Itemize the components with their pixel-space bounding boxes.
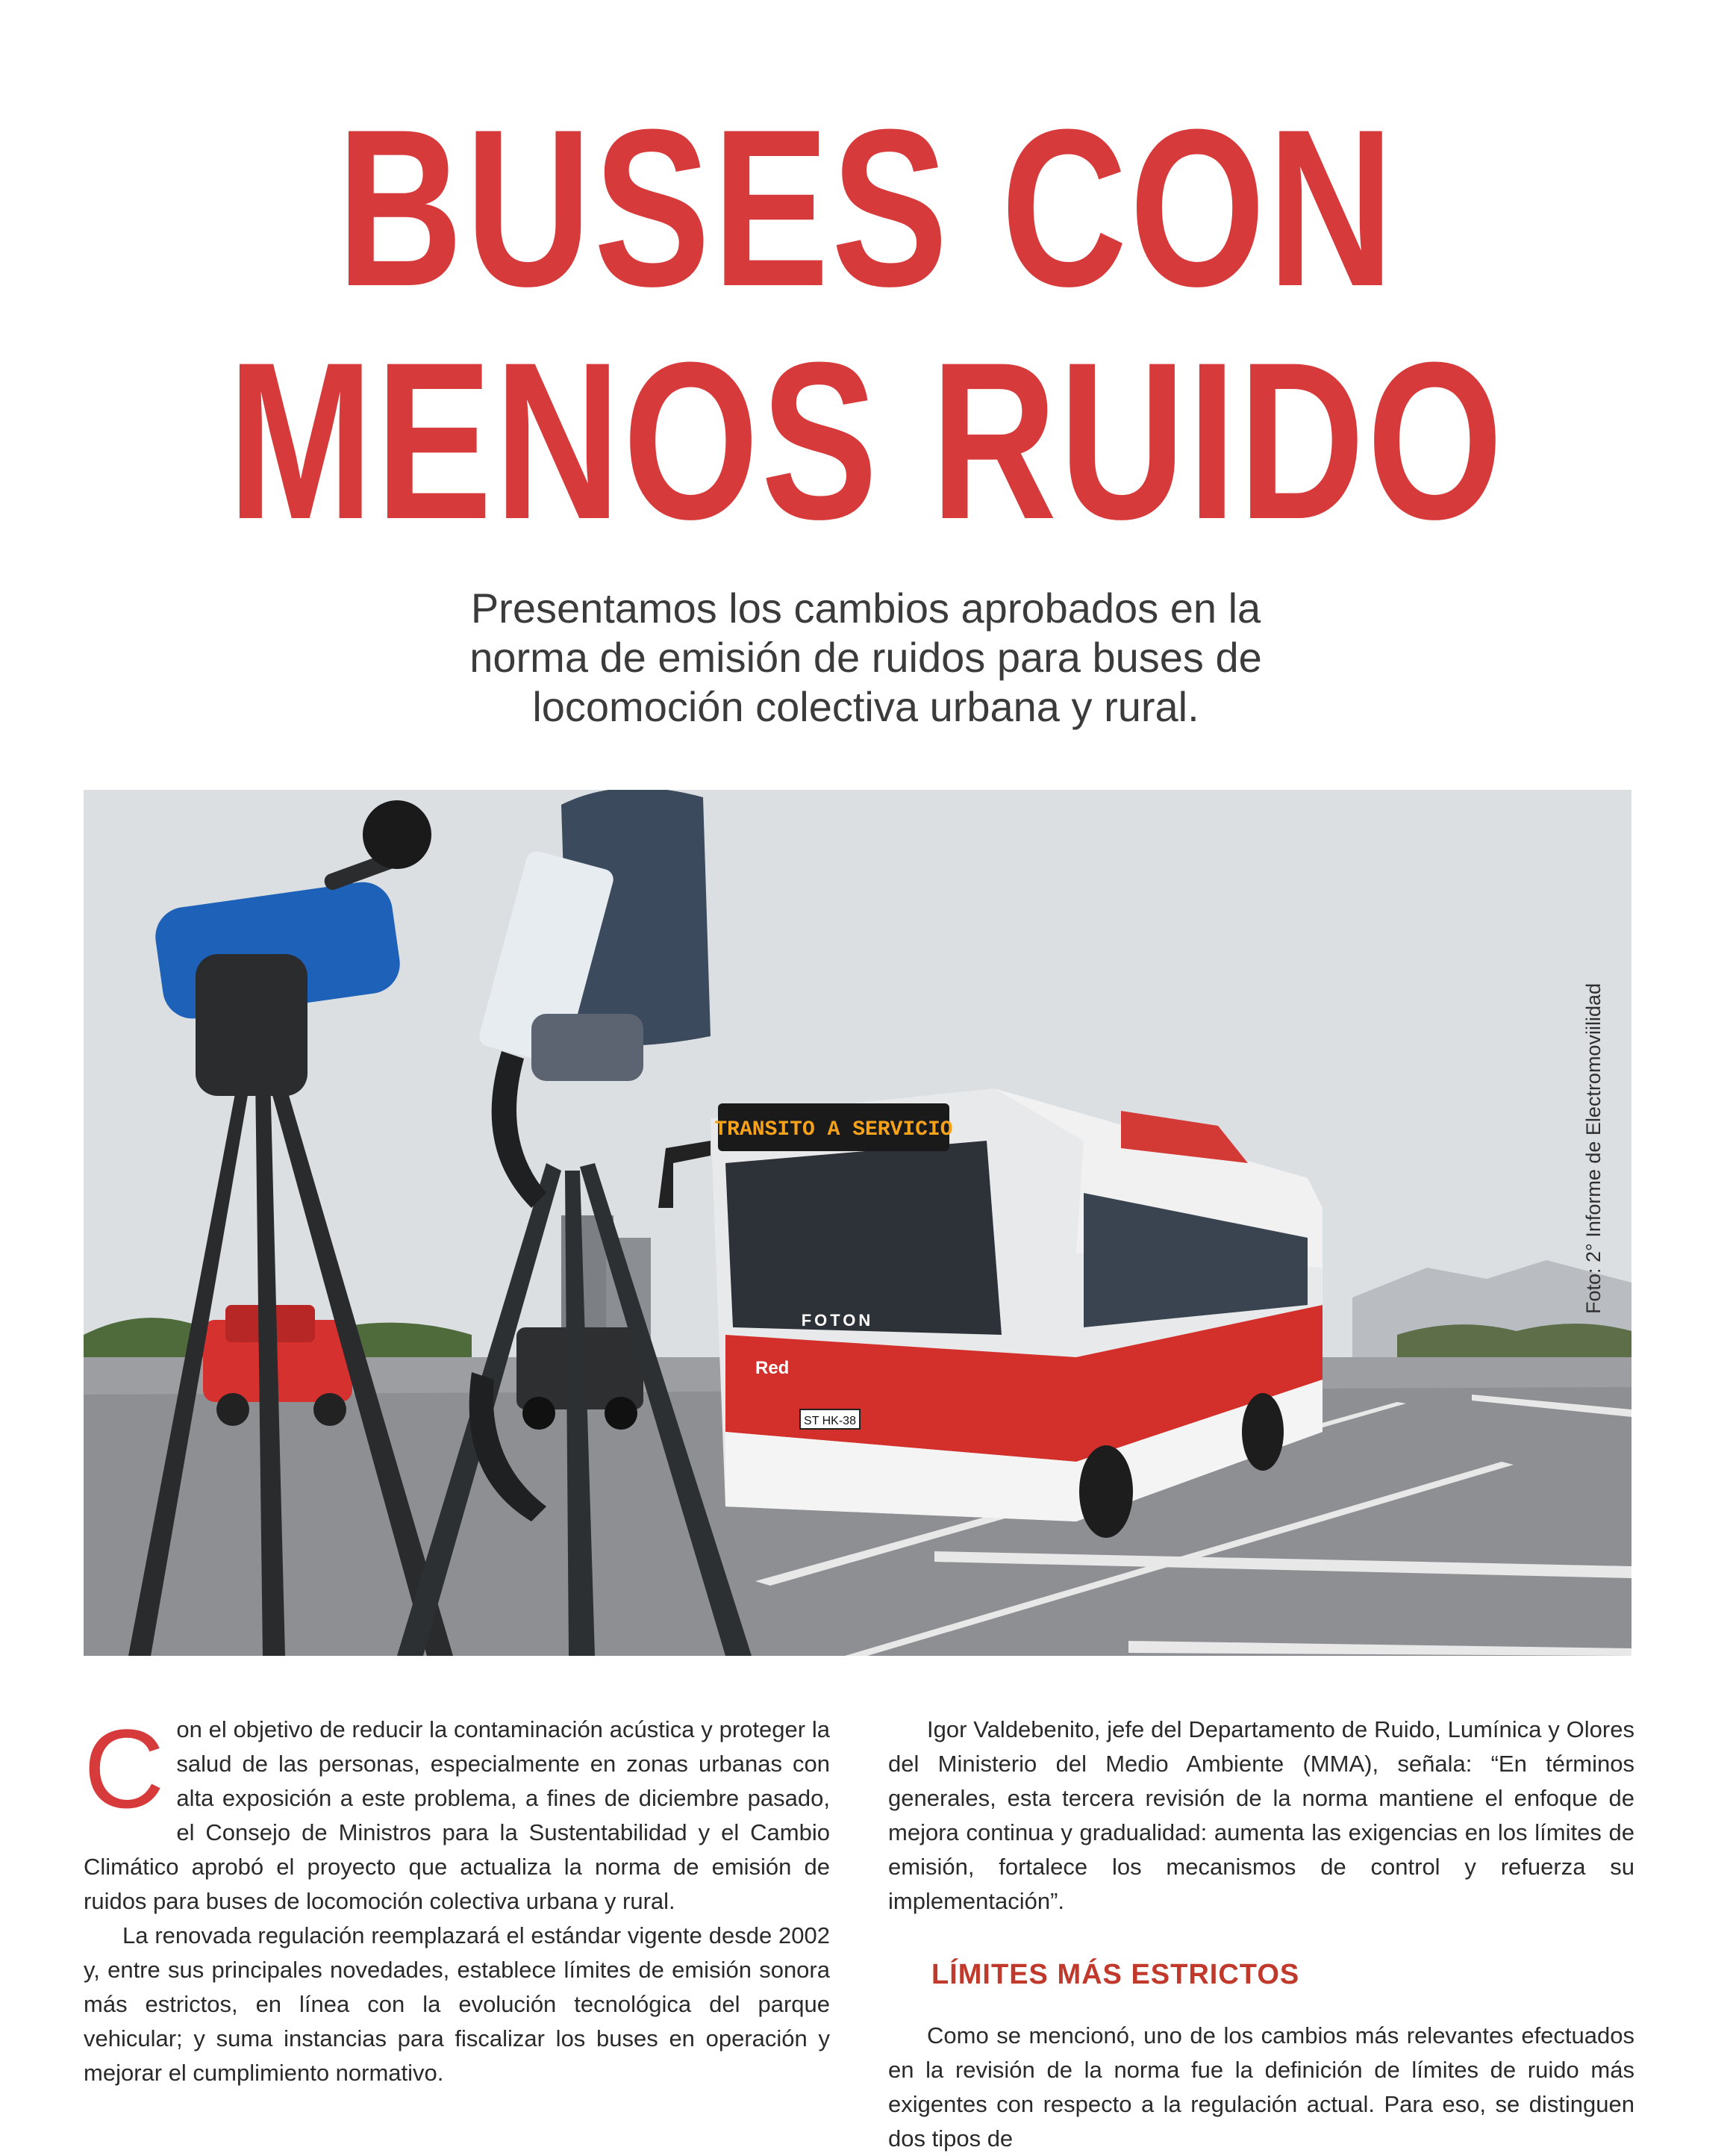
subtitle-line-3: locomoción colectiva urbana y rural. [532,683,1199,730]
bus-operator-logo: Red [755,1358,790,1378]
drop-cap: C [84,1706,165,1831]
bus-sign-text: TRANSITO A SERVICIO [714,1118,953,1141]
wheel [313,1393,346,1426]
wheel [605,1397,637,1430]
subtitle [343,584,1388,732]
headline-line-2: MENOS RUIDO [228,315,1505,566]
section-heading: LÍMITES MÁS ESTRICTOS [931,1959,1300,1990]
bus-wheel-front [1079,1445,1133,1538]
photo-credit: Foto: 2° Informe de Electromoviilidad [1582,983,1605,1314]
article-paragraph-3: Igor Valdebenito, jefe del Departamento de Ruido, Lumínica y Olores del Ministerio del Medio Ambiente (MMA), señala: “En términos generales, esta tercera revisión de la norma mantiene el enfoque de mejora continua y gradualidad: aumenta las exigencias en los límites de emisión, fortalece los mecanismos de control y refuerza su implementación”. [888,1716,1634,1914]
article-paragraph-4: Como se mencionó, uno de los cambios más relevantes efectuados en la revisión de la norma fue la definición de límites de ruido más exigentes con respecto a la regulación actual. Para eso, se distinguen dos tipos de [888,2022,1634,2152]
subtitle-line-1: Presentamos los cambios aprobados en la [470,585,1261,632]
wheel [522,1397,555,1430]
bus-noise-test-photo [84,790,1631,1656]
article-column-left [84,1706,830,2090]
article-paragraph-1-text: on el objetivo de reducir la contaminación acústica y proteger la salud de las personas, especialmente en zonas urbanas con alta exposición a este problema, a fines de diciembre pasado, el Consejo de Ministros para la Sustentabilidad y el Cambio Climático aprobó el proyecto que actualiza la norma de emisión de ruidos para buses de locomoción colectiva urbana y rural. [84,1716,830,1914]
article-paragraph-2: La renovada regulación reemplazará el estándar vigente desde 2002 y, entre sus principales novedades, establece límites de emisión sonora más estrictos, en línea con la evolución tecnológica del parque vehicular; y suma instancias para fiscalizar los buses en operación y mejorar el cumplimiento normativo. [84,1922,830,2086]
bus-plate-text: ST HK-38 [804,1415,856,1427]
article-column-right [888,1713,1634,2156]
article-paragraph-1 [84,1706,830,1919]
headline-line-1: BUSES CON [337,82,1396,333]
subtitle-line-2: norma de emisión de ruidos para buses de [469,634,1262,681]
photo-illustration [84,790,1631,1656]
bus-brand: FOTON [801,1311,874,1330]
microphone-windscreen [363,800,431,869]
bus-wheel-rear [1242,1393,1284,1471]
bus-windshield [725,1141,1002,1335]
wheel [216,1393,249,1426]
